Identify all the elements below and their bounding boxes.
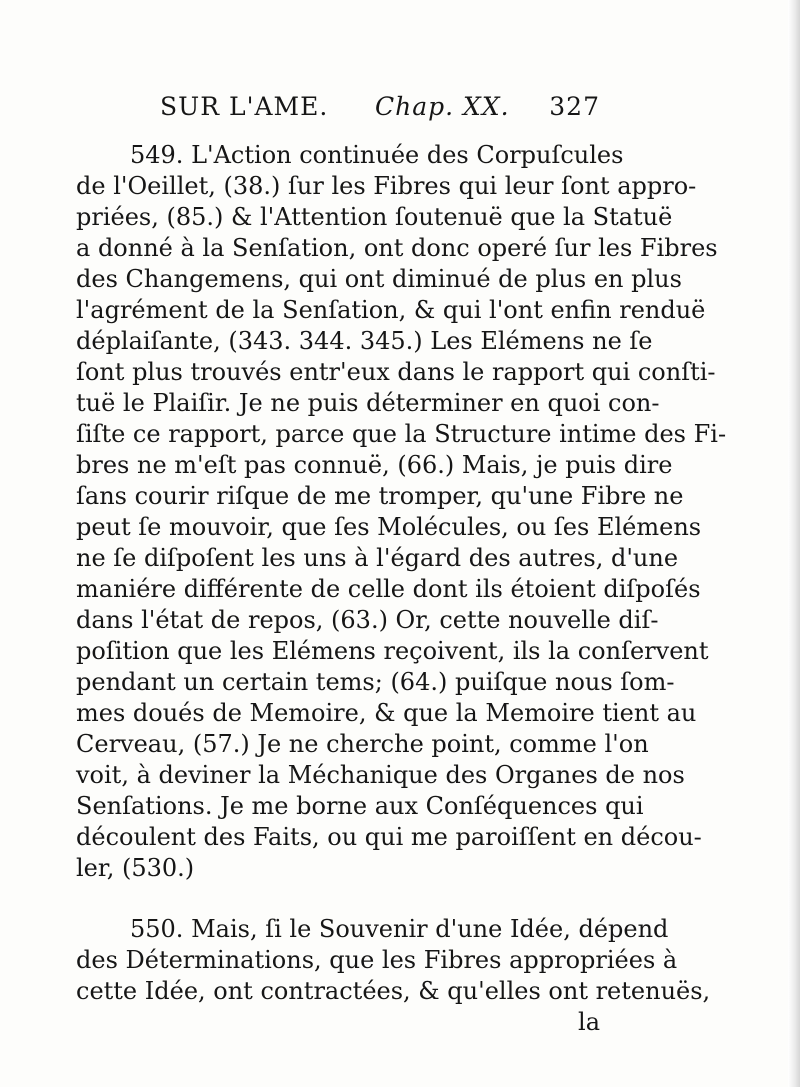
- text-line: ſans courir riſque de me tromper, qu'une Fibre ne: [76, 482, 684, 510]
- text-line: des Changemens, qui ont diminué de plus en plus: [76, 265, 682, 293]
- text-line: bres ne m'eſt pas connuë, (66.) Mais, je puis dire: [76, 451, 673, 479]
- paragraph-gap: [76, 884, 600, 914]
- text-line: ſiſte ce rapport, parce que la Structure intime des Fi-: [76, 420, 727, 448]
- text-line: poſition que les Elémens reçoivent, ils la conſervent: [76, 637, 709, 665]
- text-line: dans l'état de repos, (63.) Or, cette nouvelle diſ-: [76, 606, 659, 634]
- catchword: la: [578, 1008, 600, 1036]
- page-edge-shadow: [788, 0, 800, 1087]
- text-line: 549. L'Action continuée des Corpuſcules: [130, 141, 624, 169]
- text-line: voit, à deviner la Méchanique des Organes de nos: [76, 761, 685, 789]
- text-line: découlent des Faits, ou qui me paroiſſent en décou-: [76, 823, 702, 851]
- text-line: a donné à la Senſation, ont donc operé ſur les Fibres: [76, 234, 718, 262]
- text-line: des Déterminations, que les Fibres appropriées à: [76, 946, 678, 974]
- page-number: 327: [549, 92, 600, 121]
- paragraph-549: [76, 140, 727, 884]
- text-line: l'agrément de la Senſation, & qui l'ont enfin renduë: [76, 296, 706, 324]
- text-line: cette Idée, ont contractées, & qu'elles ont retenuës,: [76, 977, 711, 1005]
- text-line: priées, (85.) & l'Attention ſoutenuë que la Statuë: [76, 203, 673, 231]
- text-line: pendant un certain tems; (64.) puiſque nous ſom-: [76, 668, 675, 696]
- text-line: tuë le Plaiſir. Je ne puis déterminer en quoi con-: [76, 389, 660, 417]
- page-body: [76, 140, 727, 1038]
- text-line: Senſations. Je me borne aux Conſéquences qui: [76, 792, 644, 820]
- running-head-chapter: Chap. XX.: [375, 92, 510, 121]
- paragraph-550: [76, 914, 711, 1007]
- text-line: de l'Oeillet, (38.) ſur les Fibres qui leur ſont appro-: [76, 172, 697, 200]
- text-line: peut ſe mouvoir, que ſes Molécules, ou ſes Elémens: [76, 513, 702, 541]
- text-line: 550. Mais, ſi le Souvenir d'une Idée, dépend: [130, 915, 669, 943]
- text-line: ne ſe diſpoſent les uns à l'égard des autres, d'une: [76, 544, 679, 572]
- running-head-title: SUR L'AME.: [160, 92, 329, 121]
- text-line: ſont plus trouvés entr'eux dans le rapport qui conſti-: [76, 358, 716, 386]
- text-line: mes doués de Memoire, & que la Memoire tient au: [76, 699, 697, 727]
- text-line: ler, (530.): [76, 854, 195, 882]
- running-head: [160, 92, 600, 132]
- text-line: Cerveau, (57.) Je ne cherche point, comme l'on: [76, 730, 649, 758]
- text-line: maniére différente de celle dont ils étoient diſpoſés: [76, 575, 701, 603]
- text-line: déplaiſante, (343. 344. 345.) Les Elémens ne ſe: [76, 327, 653, 355]
